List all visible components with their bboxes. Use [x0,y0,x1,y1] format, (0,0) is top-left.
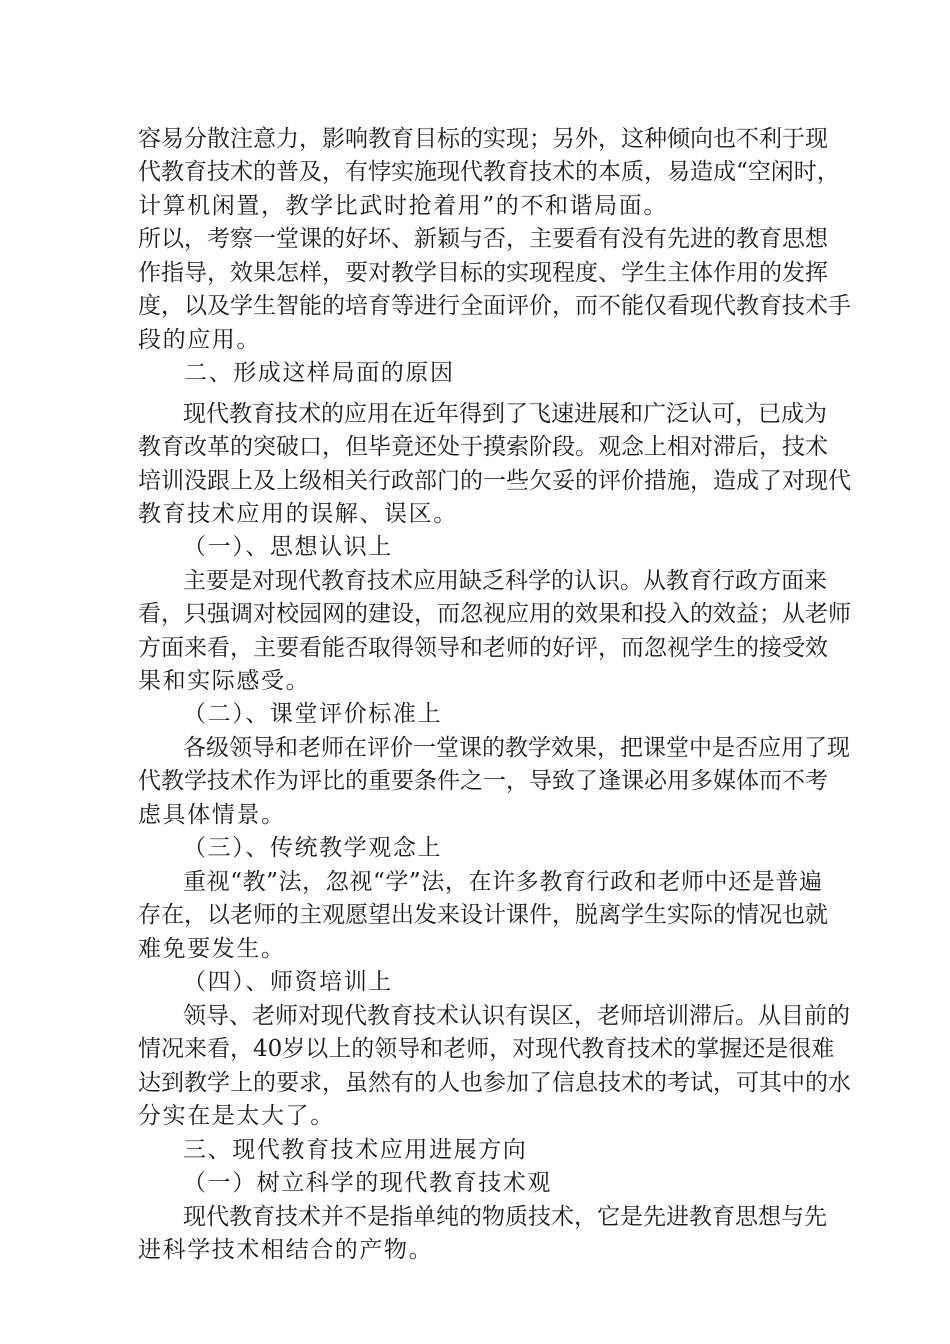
paragraph-line: 培训没跟上及上级相关行政部门的一些欠妥的评价措施，造成了对现代 [138,468,851,494]
paragraph-line: 虑具体情景。 [138,802,286,828]
paragraph-line: 各级领导和老师在评价一堂课的教学效果，把课堂中是否应用了现 [183,735,850,761]
paragraph-line: 容易分散注意力，影响教育目标的实现；另外，这种倾向也不利于现 [138,126,828,152]
paragraph-line: 达到教学上的要求，虽然有的人也参加了信息技术的考试，可其中的水 [138,1070,851,1096]
paragraph-line: 教育技术应用的误解、误区。 [138,501,458,527]
paragraph-line: 方面来看，主要看能否取得领导和老师的好评，而忽视学生的接受效 [138,635,828,661]
paragraph-line: 难免要发生。 [138,936,286,962]
paragraph-line: 代教学技术作为评比的重要条件之一，导致了逢课必用多媒体而不考 [138,768,828,794]
paragraph-line: 果和实际感受。 [138,668,311,694]
section-heading: 二、形成这样局面的原因 [184,360,455,386]
paragraph-line: 进科学技术相结合的产物。 [138,1237,434,1263]
section-heading: 三、现代教育技术应用进展方向 [183,1137,528,1163]
paragraph-line: 现代教育技术并不是指单纯的物质技术，它是先进教育思想与先 [183,1204,827,1230]
paragraph-line: 段的应用。 [138,327,261,353]
paragraph-line: 代教育技术的普及，有悖实施现代教育技术的本质，易造成“空闲时， [138,159,840,185]
paragraph-line: 所以，考察一堂课的好坏、新颖与否，主要看有没有先进的教育思想 [138,226,828,252]
paragraph-line: 作指导，效果怎样，要对教学目标的实现程度、学生主体作用的发挥 [138,260,828,286]
paragraph-line: 主要是对现代教育技术应用缺乏科学的认识。从教育行政方面来 [183,568,827,594]
paragraph-line: 度，以及学生智能的培育等进行全面评价，而不能仅看现代教育技术手 [138,293,851,319]
subsection-heading: （三）、传统教学观念上 [183,835,443,861]
paragraph-line: 领导、老师对现代教育技术认识有误区，老师培训滞后。从目前的 [183,1003,850,1029]
subsection-heading: （一）树立科学的现代教育技术观 [183,1170,552,1196]
paragraph-line: 教育改革的突破口，但毕竟还处于摸索阶段。观念上相对滞后，技术 [138,434,828,460]
paragraph-line: 情况来看，40岁以上的领导和老师，对现代教育技术的掌握还是很难 [138,1036,835,1062]
subsection-heading: （一）、思想认识上 [183,534,393,560]
subsection-heading: （四）、师资培训上 [183,969,393,995]
paragraph-line: 计算机闲置，教学比武时抢着用”的不和谐局面。 [138,193,668,219]
paragraph-line: 看，只强调对校园网的建设，而忽视应用的效果和投入的效益；从老师 [138,601,851,627]
paragraph-line: 分实在是太大了。 [138,1103,335,1129]
paragraph-line: 存在，以老师的主观愿望出发来设计课件，脱离学生实际的情况也就 [138,902,828,928]
subsection-heading: （二）、课堂评价标准上 [183,701,443,727]
paragraph-line: 现代教育技术的应用在近年得到了飞速进展和广泛认可，已成为 [183,401,827,427]
paragraph-line: 重视“教”法，忽视“学”法，在许多教育行政和老师中还是普遍 [183,869,822,895]
